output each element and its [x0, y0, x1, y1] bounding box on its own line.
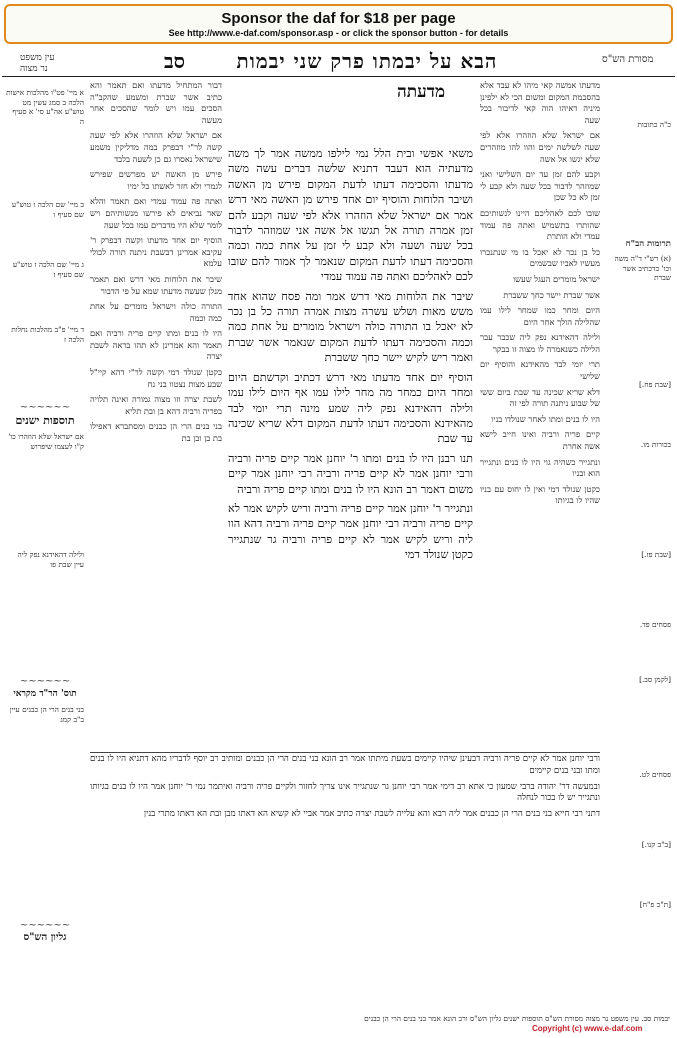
margin-note: א מיי' פט"ו מהלכות אישות הלכה ב סמג עשין מט טוש"ע אה"ע סי' א סעיף ה — [6, 88, 84, 126]
section-divider — [90, 752, 600, 753]
gemara-continuation — [90, 754, 600, 954]
tosafot-harid-heading: תוס' הר"ד מקראי — [13, 689, 77, 699]
tosafot-paragraph: שיבר את הלוחות מאי דרש ואם תאמר מנלן שעשה מדעתו שמא על פי הדבור — [90, 273, 222, 296]
rashi-paragraph: ונתגייר כשהיה גוי היו לו בנים ונתגייר הוא ובניו — [480, 456, 600, 479]
gemara-paragraph: תנו רבנן היו לו בנים ומתו ר' יוחנן אמר קיים פריה ורביה ורבי יוחנן אמר לא קיים פריה ורביה רבי יוחנן אמר קיים משום דאמר רב הונא היו לו בנים ומתו קיים פריה ורביה — [228, 451, 473, 496]
rashi-paragraph: תרי יומי לבד מהאידנא והוסיף יום שלישי — [480, 359, 600, 382]
sponsor-banner-subtitle[interactable]: See http://www.e-daf.com/sponsor.asp - or click the sponsor button - for details — [168, 28, 509, 38]
margin-heading: תרומות הב"ח — [625, 239, 671, 249]
gemara-paragraph: ונתגייר ר' יוחנן אמר קיים פריה ורביה וריש לקיש אמר לא קיים פריה ורביה רבי יוחנן אמר קיים פריה ורביה דהא הוו ליה וריש לקיש אמר לא קיים פריה ורביה גר שנתגייר כקטן שנולד דמי — [228, 501, 473, 562]
gilyon-hashas-heading: גליון הש"ס — [23, 932, 67, 943]
tosafot-yeshanim-heading: תוספות ישנים — [15, 414, 75, 427]
tosafot-paragraph: לשבת יצרה וזו מצוה גמורה ואינה תלויה בפריה ורביה דהא בן ובת תליא — [90, 394, 222, 416]
tosafot-paragraph: דבור המתחיל מדעתו ואם תאמר והא כתיב אשר שברת ומשמע שהקב"ה הסכים עמו ויש לומר שהסכים אחר מעשה — [90, 80, 222, 125]
gemara-paragraph: שיבר את הלוחות מאי דרש אמר ומה פסח שהוא אחד משש מאות ושלש עשרה מצות אמרה תורה כל בן נכר לא יאכל בו התורה כולה וישראל מומרים על אחת כמה וכמה והסכימה דעתו לדעת המקום שנאמר אשר שברת ואמר ריש לקיש יישר כחך ששברת — [228, 289, 473, 365]
sponsor-banner-title[interactable]: Sponsor the daf for $18 per page — [221, 10, 456, 27]
margin-note: כ"ה כתובות — [637, 120, 671, 129]
gemara-paragraph: הוסיף יום אחד מדעתו מאי דרש דכתיב וקדשתם היום ומחר היום כמחר מה מחר לילו עמו אף היום לילו עמו ולילה דהאידנא נפק ליה שמע מינה תרי יומי לבד מהאידנא והסכימה דעתו לדעת המקום דלא שריא שכינה עד שבת — [228, 370, 473, 446]
copyright-link[interactable]: Copyright (c) www.e-daf.com — [532, 1024, 643, 1033]
talmud-page — [2, 46, 675, 1036]
tosafot-paragraph: אם ישראל שלא הוזהרו אלא לפי שעה קשה לר"י דבפרק במה מדליקין משמע שישראל נאסרו גם כן לשעה בלבד — [90, 130, 222, 164]
tosafot-paragraph: הוסיף יום אחד מדעתו וקשה דבפרק ר' עקיבא אמרינן דבשבת ניתנה תורה לכולי עלמא — [90, 235, 222, 269]
margin-note: אם ישראל שלא הוזהרו כו' ק"ו לעצמו שיפרוש — [8, 432, 84, 451]
margin-note: פסחים לט. — [639, 770, 671, 779]
gemara-continuation-paragraph: ובמעשה דר' יהודה ברבי שמעון כי אתא רב דימי אמר רבי יוחנן גר שנתגייר אינו צריך לחזור ולקיים פריה ורביה ואיתמר נמי ר' יוחנן אמר היו לו בנים בגיותו ונתגייר יש לו בכור לנחלה — [90, 781, 600, 804]
tosafot-paragraph: פירש מן האשה יש מפרשים שפירש לגמרי ולא חזר לאשתו כל ימיו — [90, 169, 222, 191]
ein-mishpat-label: עין משפט — [20, 53, 55, 63]
margin-note: בכורות מו. — [640, 440, 671, 449]
tosafot-paragraph: היו לו בנים ומתו קיים פריה ורביה ואם תאמר והא אמרינן לא תהו בראה לשבת יצרה — [90, 328, 222, 362]
margin-note: בני בנים הרי הן כבנים עיין ב"ב קמג — [9, 705, 84, 724]
margin-note: [שבת פח.] — [638, 380, 671, 389]
rashi-paragraph: ישראל מומרים העגל שעשו — [513, 273, 600, 284]
page-header — [2, 46, 675, 77]
margin-note: [שבת פז.] — [641, 550, 671, 559]
gemara-opening-word: מדעתה — [397, 82, 446, 102]
ein-mishpat-margin — [6, 80, 84, 1030]
ornament-divider: ~~~~~~ — [19, 920, 71, 931]
tosafot-paragraph: ואתה פה עמוד עמדי ואם תאמר והלא שאר נביאים לא פירשו מנשותיהם ויש לומר שלא היו מדברים עמו בכל שעה — [90, 196, 222, 230]
rashi-paragraph: שובו לכם לאהליכם היינו לנשותיכם שהותרו בתשמיש ואתה פה עמוד עמדי ולא הותרת — [480, 207, 600, 242]
rashi-paragraph: אשר שברת יישר כחך ששברת — [503, 289, 600, 300]
page-number: סב — [164, 49, 186, 73]
page-title: הבא על יבמתו פרק שני יבמות — [236, 49, 498, 73]
rashi-paragraph: ולילה דהאידנא נפק ליה שכבר עבר הלילה כשנאמרה לו מצוה זו בבקר — [480, 332, 600, 354]
rashi-paragraph: מדעתו אמשה קאי מיהו לא עבד אלא בהסכמת המקום ומשום הכי לא ילפינן מיניה דאיהו הוה קאי לדיבור בכל שעה — [480, 80, 600, 125]
rashi-paragraph: קיים פריה ורביה ואינו חייב לישא אשה אחרת — [480, 429, 600, 452]
margin-note: [ת"כ פ"ח] — [639, 900, 671, 909]
margin-note: [לקמן סב.] — [639, 675, 671, 684]
rashi-paragraph: דלא שריא שכינה עד שבת ביום ששי של שבוע ניתנה תורה לפי זה — [480, 386, 600, 409]
margin-note: (א) רש"י ד"ה משה וכו' כדכתיב אשר שברת — [614, 254, 671, 283]
gemara-paragraph: משאי אפשי ובית הלל נמי לילפו ממשה אמר לך משה מדעתיה הוא דעבד דתניא שלשה דברים עשה משה מדעתו והסכימה דעתו לדעת המקום פירש מן האשה ושיבר הלוחות והוסיף יום אחד פירש מן האשה מאי דרש אמר אם ישראל שלא הוזהרו אלא לפי שעה וקבע להם זמן אמרה תורה אל תגשו אל אשה אני שמוזהר לדבור בכל שעה ושעה ולא קבע לי זמן על אחת כמה וכמה והסכימה דעתו לדעת המקום שנאמר לך אמור להם שובו לכם לאהליכם ואתה פה עמוד עמדי — [228, 147, 473, 284]
ner-mitzvah-label: נר מצוה — [20, 64, 48, 74]
rashi-paragraph: היום ומחר כמו שמחר לילו עמו שהלילה הולך אחר היום — [480, 305, 600, 327]
gemara-continuation-paragraph: דתני רבי חייא בני בנים הרי הן כבנים אמר ליה רבא והא עלייה לשבת יצרה כתיב אמר אביי לא קשיא הא דאתו מבן ובת הא דאתו מתרי בנין — [143, 809, 600, 820]
tosafot-paragraph: בני בנים הרי הן כבנים ומסתברא דאפילו בת בן ובן בת — [90, 421, 222, 444]
ornament-divider: ~~~~~~ — [19, 676, 71, 687]
footer-references: יבמות סב. עין משפט נר מצוה מסורת הש"ס תוספות ישנים גליון הש"ס ורב הונא אמר בני בנים הרי הן כבנים — [364, 1014, 670, 1023]
ornament-divider: ~~~~~~ — [19, 402, 71, 413]
rashi-paragraph: היו לו בנים ומתו לאחר שנולדו בניו — [491, 413, 600, 424]
margin-note: ולילה דהאידנא נפק ליה עיין שבת פו — [17, 550, 84, 569]
tosafot-paragraph: התורה כולה וישראל מומרים על אחת כמה וכמה — [90, 301, 222, 323]
mesoret-hashas-label: מסורת הש"ס — [602, 54, 654, 65]
tosafot-paragraph: כקטן שנולד דמי וקשה לר"י דהא קיי"ל שבע מצות נצטוו בני נח — [90, 367, 222, 389]
sponsor-banner[interactable] — [4, 4, 673, 44]
margin-note: ג מיי' שם הלכה ז טוש"ע שם סעיף ז — [12, 260, 84, 279]
margin-note: ב מיי' שם הלכה ו טוש"ע שם סעיף ו — [11, 200, 84, 219]
rashi-paragraph: אם ישראל שלא הוזהרו אלא לפי שעה לשלשה ימים והוו להו מוזהרים שלא יגשו אל אשה — [480, 130, 600, 164]
rashi-paragraph: כל בן נכר לא יאכל בו מי שנתנכרו מעשיו לאביו שבשמים — [480, 246, 600, 269]
margin-note: [ב"ב קנו.] — [641, 840, 671, 849]
margin-note: פסחים פד. — [639, 620, 671, 629]
gemara-continuation-paragraph: ורבי יוחנן אמר לא קיים פריה ורביה דבעינן שיהיו קיימים בשעת מיתתו אמר רב הונא בני בנים הרי הן כבנים ומותיב רב יוסף לדבריו מהא דתניא היו לו בנים ומתו ובני בנים קיימים — [90, 754, 600, 776]
margin-note: ד מיי' פ"ב מהלכות נחלות הלכה ז — [11, 325, 84, 344]
rashi-paragraph: כקטן שנולד דמי ואין לו יחוס עם בניו שהיו לו בגיותו — [480, 483, 600, 506]
mesoret-hashas-margin — [605, 80, 671, 960]
rashi-paragraph: וקבע להם זמן עד יום השלישי ואני שמוזהר לדבור בכל שעה ולא קבע לי זמן לא כל שכן — [480, 169, 600, 203]
